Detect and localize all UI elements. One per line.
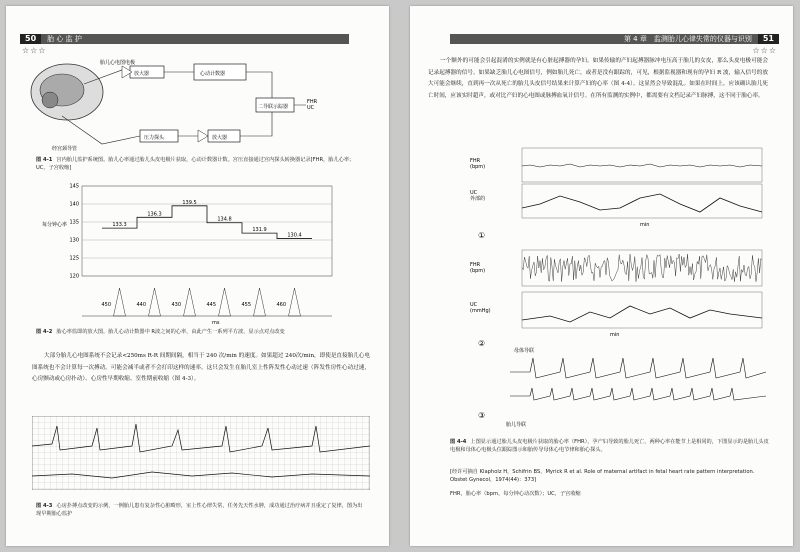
right-body-paragraph: 一个额外的可能会引起混淆的实例就是有心脏起搏器的孕妇。如果传输的产妇起搏器脉冲电压高于胎儿的女皮，那么头皮电极可能会记录起搏器的信号。如果缺乏胎儿心电图信号，例如胎儿死亡，或者是没有跟踪的，可见，根据监视器和现有的孕妇 R 波，输入信号的放大可能会继续，直到再一次从死亡的胎儿头皮信号结果来计算产妇的心率（图 4-4）。这显然会导致混乱。如果在时间上，应该确认胎儿死亡时间，应该实时超声，或对比产妇的心电图或脉搏血氧计信号。在所有监测的实例中，都需要有文档记录产妇脉搏，这不同于胎心率。 — [428, 58, 768, 99]
fig-4-1-diagram — [22, 54, 322, 154]
rr-interval-label: 455 — [241, 302, 252, 308]
step-value-label: 131.9 — [252, 227, 267, 234]
amp1-label: 放大器 — [134, 71, 150, 77]
probe-label: 压力探头 — [144, 135, 165, 141]
rr-interval-label: 440 — [136, 302, 147, 308]
p1-uc-label: UC 外部的 — [470, 190, 486, 202]
p2-uc-box — [522, 292, 762, 328]
rr-interval-label: 460 — [276, 302, 287, 308]
fig-4-2-chart — [42, 176, 342, 326]
ecg-grid — [32, 416, 370, 490]
y-tick-label: 130 — [69, 237, 79, 244]
step-value-label: 139.5 — [182, 199, 197, 206]
rr-interval-mark — [184, 288, 196, 316]
p2-fhr-trace — [522, 254, 762, 282]
rr-interval-mark — [254, 288, 266, 316]
chart-xlabel: ms — [212, 320, 220, 326]
left-header — [20, 34, 349, 44]
right-page-title: 第 4 章 监测胎儿心律失常的仪器与识别 — [623, 35, 752, 43]
y-tick-label: 125 — [69, 255, 79, 262]
y-tick-label: 135 — [69, 219, 79, 226]
counter-label: 心动计数器 — [200, 71, 226, 77]
rr-interval-mark — [219, 288, 231, 316]
output-label: FHR UC — [307, 99, 318, 111]
p2-uc-trace — [522, 306, 762, 322]
rr-interval-mark — [114, 288, 126, 316]
p2-fhr-label: FHR (bpm) — [470, 262, 486, 274]
p2-marker: ② — [478, 339, 486, 348]
maternal-lead-label: 母体导联 — [514, 348, 535, 354]
step-value-label: 134.8 — [217, 216, 232, 223]
catheter-label: 经宫颈导管 — [52, 146, 78, 152]
chart-ylabel: 每分钟心率 — [42, 222, 68, 228]
recorder-label: 二导联示踪器 — [258, 104, 289, 110]
fetal-lead-label: 胎儿导联 — [506, 422, 527, 428]
p2-uc-label: UC (mmHg) — [470, 302, 491, 314]
p2-xlabel: min — [610, 332, 620, 338]
step-value-label: 130.4 — [287, 232, 302, 239]
fig-4-1-caption — [36, 156, 366, 172]
fetal-ecg-trace — [510, 388, 766, 400]
electrode-label: 胎儿心电图电极 — [100, 60, 136, 66]
fig-4-4-citation: [经许可摘自 Klapholz H，Schifrin BS，Myrick R et al. Role of maternal artifact in fetal heart rate pattern interpretation. Obstet Gynecol，1974(44)：373] — [450, 469, 755, 483]
fig-4-2-caption — [36, 328, 366, 336]
y-tick-label: 120 — [69, 273, 79, 280]
p1-fhr-label: FHR (bpm) — [470, 158, 486, 170]
fig-4-4-caption-label: 图 4-4 — [450, 439, 467, 445]
left-page-title: 胎 心 监 护 — [47, 35, 82, 43]
rr-interval-label: 445 — [206, 302, 217, 308]
step-value-label: 133.3 — [112, 222, 127, 229]
fig-4-4-note: FHR，胎心率（bpm，每分钟心动次数）；UC，子宫收缩 — [450, 491, 581, 497]
rr-interval-label: 450 — [101, 302, 112, 308]
fig-4-3-caption-label: 图 4-3 — [36, 503, 53, 509]
fig-4-4 — [470, 146, 770, 436]
y-tick-label: 145 — [69, 183, 79, 190]
p1-uc-box — [522, 184, 762, 218]
p3-marker: ③ — [478, 411, 486, 420]
fig-4-1-caption-text: 宫内胎儿监护系统图。胎儿心率通过胎儿头皮电极片获取，心动计数器计数。宫压直接通过宫内探头转换器记录[FHR，胎儿心率；UC，子宫收缩] — [36, 157, 355, 171]
right-page-number: 51 — [758, 34, 779, 44]
maternal-ecg-trace — [510, 358, 766, 378]
step-chart-svg — [42, 176, 342, 326]
step-value-label: 136.3 — [147, 211, 162, 218]
rr-interval-mark — [149, 288, 161, 316]
fig-4-3-caption-text: 心房扑搏点改变的示例，一例胎儿患有复杂性心脏畸形，室上性心律失常，任务先天性水肿，成功通过治疗病并且重定了复律，图为出现早期胎心监护 — [36, 503, 363, 517]
fig-4-1-caption-label: 图 4-1 — [36, 157, 53, 163]
p1-uc-trace — [522, 194, 762, 212]
right-header — [450, 34, 779, 44]
p1-xlabel: min — [640, 222, 650, 228]
fig-4-3-caption — [36, 502, 366, 518]
y-tick-label: 140 — [69, 201, 79, 208]
left-page — [6, 6, 389, 546]
rr-interval-label: 430 — [171, 302, 182, 308]
fetal-head-shape — [42, 92, 58, 108]
right-stars: ☆☆☆ — [752, 46, 777, 55]
fig-4-2-caption-text: 胎心率监即的放大图，胎儿心动计数器中 R波之间的心率，由此产生一系列平方波，显示点对点改变 — [56, 329, 285, 335]
fig-4-4-caption-text: 上图显示通过胎儿头皮电极片获取的胎心率（FHR），孕产妇导致的胎儿死亡，两种心率在能节上是相同的，下图显示的是胎儿头皮电极和母体心电极头位跟踪图示和胎传导母体心电节律和胎心探头。 — [450, 439, 769, 453]
p1-marker: ① — [478, 231, 486, 240]
right-page — [410, 6, 793, 546]
p2-fhr-box — [522, 250, 762, 286]
step-line — [102, 206, 312, 239]
fig-4-4-caption — [450, 438, 770, 454]
left-body-paragraph: 大部分胎儿心电图系统不会记录<250ms R-R 间期间隔，相当于 240 次/min 的速度。如果超过 240次/min，即使是直接胎儿心电图系统也不会计算每一次搏动。可能会减半或者不会打印这样的速率。这只会发生在胎儿室上性阵发性心动过速（阵发性房性心动过速，心房颤动或心房扑动）、心房性早期收缩、室性期前收缩（图 4-3）。 — [32, 353, 370, 382]
p1-fhr-box — [522, 148, 762, 182]
left-stars: ☆☆☆ — [22, 46, 47, 55]
chart-frame — [82, 186, 332, 276]
amp2-label: 放大器 — [212, 135, 228, 141]
p1-fhr-trace — [522, 164, 762, 167]
rr-interval-mark — [289, 288, 301, 316]
left-page-number: 50 — [20, 34, 41, 44]
fig-4-2-caption-label: 图 4-2 — [36, 329, 53, 335]
fig-4-3-strip — [32, 416, 370, 490]
